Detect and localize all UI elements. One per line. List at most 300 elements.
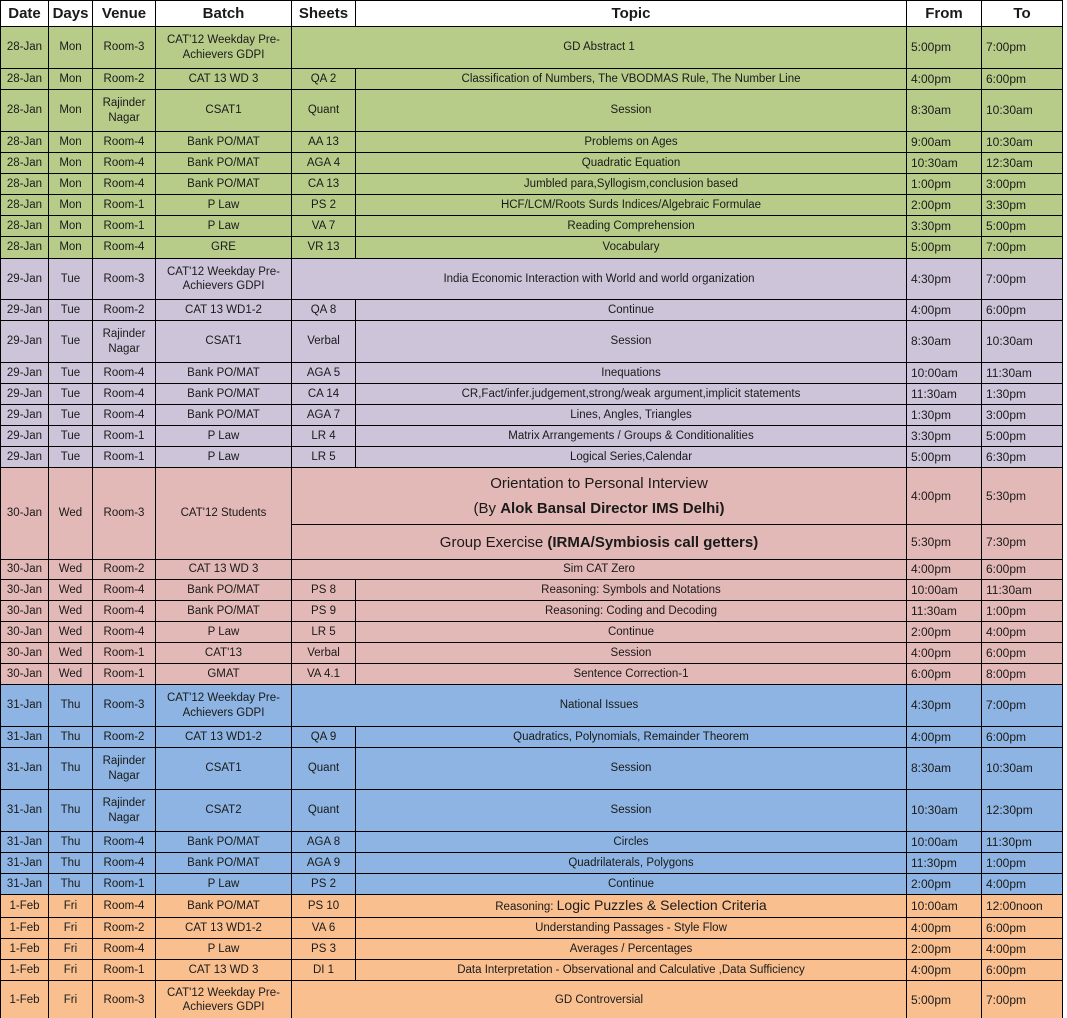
cell-day: Thu bbox=[49, 853, 93, 874]
table-row bbox=[1, 664, 1063, 685]
cell-from: 4:00pm bbox=[907, 643, 982, 664]
cell-day: Fri bbox=[49, 918, 93, 939]
cell-venue: Room-1 bbox=[93, 195, 156, 216]
cell-venue: Room-3 bbox=[93, 981, 156, 1018]
schedule-body bbox=[1, 27, 1063, 1018]
table-row bbox=[1, 560, 1063, 580]
cell-topic: Vocabulary bbox=[356, 237, 907, 259]
cell-sheet: PS 8 bbox=[292, 580, 356, 601]
cell-topic: Reasoning: Coding and Decoding bbox=[356, 601, 907, 622]
cell-from: 1:30pm bbox=[907, 405, 982, 426]
cell-day: Thu bbox=[49, 685, 93, 727]
cell-to: 6:00pm bbox=[982, 960, 1063, 981]
cell-day: Thu bbox=[49, 832, 93, 853]
cell-sheet: LR 5 bbox=[292, 447, 356, 468]
table-row bbox=[1, 300, 1063, 321]
cell-from: 4:00pm bbox=[907, 300, 982, 321]
cell-venue: Room-1 bbox=[93, 447, 156, 468]
cell-date: 31-Jan bbox=[1, 727, 49, 748]
table-row bbox=[1, 321, 1063, 363]
cell-from: 10:00am bbox=[907, 580, 982, 601]
cell-to: 7:30pm bbox=[982, 525, 1063, 560]
cell-batch: Bank PO/MAT bbox=[156, 832, 292, 853]
cell-date: 28-Jan bbox=[1, 90, 49, 132]
col-header-batch: Batch bbox=[156, 1, 292, 27]
cell-date: 28-Jan bbox=[1, 174, 49, 195]
cell-sheet: VR 13 bbox=[292, 237, 356, 259]
cell-batch: CSAT1 bbox=[156, 321, 292, 363]
cell-venue: Rajinder Nagar bbox=[93, 790, 156, 832]
table-row bbox=[1, 939, 1063, 960]
cell-to: 5:30pm bbox=[982, 468, 1063, 525]
topic-segment: (By bbox=[473, 500, 501, 517]
cell-sheet: PS 2 bbox=[292, 195, 356, 216]
cell-to: 10:30am bbox=[982, 748, 1063, 790]
cell-date: 28-Jan bbox=[1, 195, 49, 216]
cell-venue: Room-3 bbox=[93, 468, 156, 560]
cell-batch: CAT 13 WD 3 bbox=[156, 69, 292, 90]
cell-batch: Bank PO/MAT bbox=[156, 363, 292, 384]
cell-from: 4:00pm bbox=[907, 918, 982, 939]
cell-venue: Room-2 bbox=[93, 300, 156, 321]
cell-batch: Bank PO/MAT bbox=[156, 405, 292, 426]
cell-topic: Averages / Percentages bbox=[356, 939, 907, 960]
cell-sheet: Verbal bbox=[292, 643, 356, 664]
table-row bbox=[1, 748, 1063, 790]
table-row bbox=[1, 216, 1063, 237]
cell-day: Thu bbox=[49, 748, 93, 790]
cell-date: 31-Jan bbox=[1, 790, 49, 832]
cell-day: Tue bbox=[49, 405, 93, 426]
cell-venue: Room-1 bbox=[93, 874, 156, 895]
cell-to: 6:00pm bbox=[982, 727, 1063, 748]
cell-from: 4:30pm bbox=[907, 259, 982, 300]
table-row bbox=[1, 874, 1063, 895]
cell-day: Wed bbox=[49, 468, 93, 560]
cell-batch: Bank PO/MAT bbox=[156, 601, 292, 622]
table-row bbox=[1, 195, 1063, 216]
cell-sheet: AGA 9 bbox=[292, 853, 356, 874]
table-row bbox=[1, 685, 1063, 727]
table-row bbox=[1, 918, 1063, 939]
cell-day: Fri bbox=[49, 939, 93, 960]
cell-day: Tue bbox=[49, 300, 93, 321]
cell-from: 10:00am bbox=[907, 832, 982, 853]
cell-day: Mon bbox=[49, 195, 93, 216]
cell-topic: Sentence Correction-1 bbox=[356, 664, 907, 685]
cell-date: 28-Jan bbox=[1, 132, 49, 153]
cell-to: 4:00pm bbox=[982, 622, 1063, 643]
cell-date: 30-Jan bbox=[1, 664, 49, 685]
cell-batch: Bank PO/MAT bbox=[156, 384, 292, 405]
cell-venue: Room-4 bbox=[93, 405, 156, 426]
table-row bbox=[1, 447, 1063, 468]
cell-venue: Room-4 bbox=[93, 237, 156, 259]
table-row bbox=[1, 237, 1063, 259]
cell-sheet: AGA 4 bbox=[292, 153, 356, 174]
cell-venue: Room-2 bbox=[93, 918, 156, 939]
cell-topic: Data Interpretation - Observational and Calculative ,Data Sufficiency bbox=[356, 960, 907, 981]
table-row bbox=[1, 27, 1063, 69]
cell-from: 4:00pm bbox=[907, 727, 982, 748]
cell-sheet: PS 3 bbox=[292, 939, 356, 960]
cell-batch: CAT 13 WD 3 bbox=[156, 560, 292, 580]
cell-date: 1-Feb bbox=[1, 918, 49, 939]
cell-topic: Circles bbox=[356, 832, 907, 853]
cell-from: 1:00pm bbox=[907, 174, 982, 195]
cell-batch: Bank PO/MAT bbox=[156, 153, 292, 174]
cell-day: Tue bbox=[49, 384, 93, 405]
cell-day: Tue bbox=[49, 321, 93, 363]
cell-day: Thu bbox=[49, 874, 93, 895]
cell-to: 7:00pm bbox=[982, 237, 1063, 259]
cell-date: 31-Jan bbox=[1, 832, 49, 853]
cell-date: 31-Jan bbox=[1, 874, 49, 895]
cell-date: 1-Feb bbox=[1, 981, 49, 1018]
cell-from: 9:00am bbox=[907, 132, 982, 153]
cell-venue: Room-4 bbox=[93, 384, 156, 405]
cell-venue: Room-4 bbox=[93, 153, 156, 174]
cell-day: Mon bbox=[49, 174, 93, 195]
table-row bbox=[1, 832, 1063, 853]
cell-day: Mon bbox=[49, 153, 93, 174]
cell-venue: Room-1 bbox=[93, 664, 156, 685]
cell-sheet: Quant bbox=[292, 790, 356, 832]
cell-topic: CR,Fact/infer.judgement,strong/weak argument,implicit statements bbox=[356, 384, 907, 405]
cell-venue: Room-1 bbox=[93, 216, 156, 237]
cell-topic: Lines, Angles, Triangles bbox=[356, 405, 907, 426]
cell-day: Wed bbox=[49, 580, 93, 601]
cell-batch: CSAT1 bbox=[156, 748, 292, 790]
cell-day: Mon bbox=[49, 69, 93, 90]
cell-from: 5:00pm bbox=[907, 981, 982, 1018]
cell-from: 5:00pm bbox=[907, 237, 982, 259]
cell-topic: Reading Comprehension bbox=[356, 216, 907, 237]
cell-day: Wed bbox=[49, 622, 93, 643]
cell-from: 5:00pm bbox=[907, 447, 982, 468]
cell-from: 2:00pm bbox=[907, 622, 982, 643]
col-header-from: From bbox=[907, 1, 982, 27]
cell-topic: National Issues bbox=[292, 685, 907, 727]
cell-to: 1:00pm bbox=[982, 853, 1063, 874]
col-header-date: Date bbox=[1, 1, 49, 27]
cell-topic: Continue bbox=[356, 874, 907, 895]
cell-venue: Room-4 bbox=[93, 832, 156, 853]
cell-topic: Continue bbox=[356, 622, 907, 643]
cell-topic: Quadrilaterals, Polygons bbox=[356, 853, 907, 874]
cell-sheet: AGA 8 bbox=[292, 832, 356, 853]
cell-to: 5:00pm bbox=[982, 426, 1063, 447]
cell-to: 11:30am bbox=[982, 363, 1063, 384]
cell-sheet: Quant bbox=[292, 90, 356, 132]
cell-venue: Room-4 bbox=[93, 580, 156, 601]
cell-from: 10:30am bbox=[907, 790, 982, 832]
cell-date: 30-Jan bbox=[1, 580, 49, 601]
cell-to: 10:30am bbox=[982, 90, 1063, 132]
table-row bbox=[1, 363, 1063, 384]
cell-batch: P Law bbox=[156, 874, 292, 895]
table-row bbox=[1, 153, 1063, 174]
cell-date: 29-Jan bbox=[1, 405, 49, 426]
cell-batch: P Law bbox=[156, 939, 292, 960]
cell-from: 8:30am bbox=[907, 321, 982, 363]
col-header-to: To bbox=[982, 1, 1063, 27]
cell-to: 11:30am bbox=[982, 580, 1063, 601]
cell-sheet: QA 2 bbox=[292, 69, 356, 90]
cell-from: 4:00pm bbox=[907, 560, 982, 580]
cell-topic: GD Controversial bbox=[292, 981, 907, 1018]
cell-to: 7:00pm bbox=[982, 259, 1063, 300]
cell-from: 4:00pm bbox=[907, 468, 982, 525]
cell-topic: Logical Series,Calendar bbox=[356, 447, 907, 468]
cell-day: Mon bbox=[49, 132, 93, 153]
cell-from: 10:30am bbox=[907, 153, 982, 174]
cell-batch: CAT 13 WD1-2 bbox=[156, 918, 292, 939]
cell-topic: India Economic Interaction with World and world organization bbox=[292, 259, 907, 300]
cell-sheet: AA 13 bbox=[292, 132, 356, 153]
cell-day: Wed bbox=[49, 560, 93, 580]
cell-to: 7:00pm bbox=[982, 981, 1063, 1018]
cell-date: 30-Jan bbox=[1, 601, 49, 622]
table-row bbox=[1, 384, 1063, 405]
table-row bbox=[1, 960, 1063, 981]
cell-venue: Room-2 bbox=[93, 560, 156, 580]
cell-to: 7:00pm bbox=[982, 685, 1063, 727]
cell-batch: GMAT bbox=[156, 664, 292, 685]
cell-topic: Understanding Passages - Style Flow bbox=[356, 918, 907, 939]
table-row bbox=[1, 981, 1063, 1018]
cell-date: 1-Feb bbox=[1, 939, 49, 960]
cell-topic: Matrix Arrangements / Groups & Conditionalities bbox=[356, 426, 907, 447]
cell-venue: Room-4 bbox=[93, 174, 156, 195]
topic-segment: Logic Puzzles & Selection Criteria bbox=[556, 897, 767, 914]
table-row bbox=[1, 601, 1063, 622]
cell-topic: Problems on Ages bbox=[356, 132, 907, 153]
cell-topic: HCF/LCM/Roots Surds Indices/Algebraic Formulae bbox=[356, 195, 907, 216]
cell-venue: Room-4 bbox=[93, 939, 156, 960]
cell-batch: P Law bbox=[156, 426, 292, 447]
cell-day: Tue bbox=[49, 259, 93, 300]
cell-to: 6:00pm bbox=[982, 918, 1063, 939]
cell-date: 30-Jan bbox=[1, 560, 49, 580]
cell-batch: CAT 13 WD1-2 bbox=[156, 727, 292, 748]
cell-to: 6:00pm bbox=[982, 560, 1063, 580]
cell-batch: GRE bbox=[156, 237, 292, 259]
cell-topic: Session bbox=[356, 643, 907, 664]
cell-batch: P Law bbox=[156, 216, 292, 237]
cell-batch: P Law bbox=[156, 447, 292, 468]
cell-batch: CSAT1 bbox=[156, 90, 292, 132]
cell-date: 29-Jan bbox=[1, 426, 49, 447]
cell-to: 5:00pm bbox=[982, 216, 1063, 237]
cell-topic: Quadratics, Polynomials, Remainder Theorem bbox=[356, 727, 907, 748]
cell-to: 1:30pm bbox=[982, 384, 1063, 405]
cell-topic: Session bbox=[356, 790, 907, 832]
cell-from: 2:00pm bbox=[907, 939, 982, 960]
table-row bbox=[1, 622, 1063, 643]
cell-to: 12:30pm bbox=[982, 790, 1063, 832]
cell-topic: Classification of Numbers, The VBODMAS Rule, The Number Line bbox=[356, 69, 907, 90]
cell-sheet: QA 8 bbox=[292, 300, 356, 321]
cell-from: 4:00pm bbox=[907, 960, 982, 981]
table-row bbox=[1, 405, 1063, 426]
cell-from: 11:30pm bbox=[907, 853, 982, 874]
cell-day: Wed bbox=[49, 601, 93, 622]
cell-batch: CAT'12 Weekday Pre-Achievers GDPI bbox=[156, 259, 292, 300]
cell-from: 5:00pm bbox=[907, 27, 982, 69]
cell-batch: CAT 13 WD1-2 bbox=[156, 300, 292, 321]
cell-batch: Bank PO/MAT bbox=[156, 853, 292, 874]
cell-venue: Room-1 bbox=[93, 960, 156, 981]
cell-to: 10:30am bbox=[982, 132, 1063, 153]
topic-segment: Orientation to Personal Interview bbox=[490, 475, 708, 492]
cell-topic: Quadratic Equation bbox=[356, 153, 907, 174]
cell-sheet: VA 6 bbox=[292, 918, 356, 939]
cell-day: Mon bbox=[49, 90, 93, 132]
cell-sheet: PS 10 bbox=[292, 895, 356, 918]
table-row bbox=[1, 90, 1063, 132]
cell-batch: Bank PO/MAT bbox=[156, 580, 292, 601]
cell-day: Tue bbox=[49, 363, 93, 384]
cell-sheet: VA 7 bbox=[292, 216, 356, 237]
header-row bbox=[1, 1, 1063, 27]
cell-batch: CAT 13 WD 3 bbox=[156, 960, 292, 981]
cell-from: 3:30pm bbox=[907, 426, 982, 447]
cell-day: Wed bbox=[49, 664, 93, 685]
cell-to: 12:00noon bbox=[982, 895, 1063, 918]
cell-day: Mon bbox=[49, 216, 93, 237]
table-row bbox=[1, 853, 1063, 874]
cell-batch: P Law bbox=[156, 622, 292, 643]
cell-day: Thu bbox=[49, 790, 93, 832]
cell-from: 11:30am bbox=[907, 601, 982, 622]
topic-segment: Alok Bansal Director IMS Delhi) bbox=[500, 500, 725, 517]
cell-date: 31-Jan bbox=[1, 853, 49, 874]
cell-to: 11:30pm bbox=[982, 832, 1063, 853]
cell-from: 8:30am bbox=[907, 748, 982, 790]
cell-topic: Inequations bbox=[356, 363, 907, 384]
col-header-topic: Topic bbox=[356, 1, 907, 27]
cell-batch: CAT'12 Students bbox=[156, 468, 292, 560]
cell-day: Mon bbox=[49, 27, 93, 69]
cell-date: 28-Jan bbox=[1, 69, 49, 90]
cell-sheet: PS 9 bbox=[292, 601, 356, 622]
cell-sheet: CA 14 bbox=[292, 384, 356, 405]
cell-date: 28-Jan bbox=[1, 237, 49, 259]
cell-to: 1:00pm bbox=[982, 601, 1063, 622]
cell-day: Wed bbox=[49, 643, 93, 664]
cell-day: Fri bbox=[49, 981, 93, 1018]
cell-venue: Room-2 bbox=[93, 69, 156, 90]
cell-date: 29-Jan bbox=[1, 300, 49, 321]
cell-topic: Jumbled para,Syllogism,conclusion based bbox=[356, 174, 907, 195]
table-header bbox=[1, 1, 1063, 27]
cell-topic bbox=[292, 525, 907, 560]
table-row bbox=[1, 468, 1063, 525]
cell-venue: Room-4 bbox=[93, 601, 156, 622]
table-row bbox=[1, 895, 1063, 918]
cell-venue: Room-3 bbox=[93, 27, 156, 69]
cell-to: 3:00pm bbox=[982, 174, 1063, 195]
cell-date: 1-Feb bbox=[1, 960, 49, 981]
cell-venue: Rajinder Nagar bbox=[93, 90, 156, 132]
cell-sheet: AGA 7 bbox=[292, 405, 356, 426]
cell-date: 29-Jan bbox=[1, 384, 49, 405]
cell-batch: Bank PO/MAT bbox=[156, 132, 292, 153]
cell-venue: Room-2 bbox=[93, 727, 156, 748]
cell-batch: CAT'12 Weekday Pre-Achievers GDPI bbox=[156, 27, 292, 69]
table-row bbox=[1, 426, 1063, 447]
cell-to: 10:30am bbox=[982, 321, 1063, 363]
cell-venue: Rajinder Nagar bbox=[93, 748, 156, 790]
cell-sheet: AGA 5 bbox=[292, 363, 356, 384]
cell-topic bbox=[356, 895, 907, 918]
cell-topic: Sim CAT Zero bbox=[292, 560, 907, 580]
cell-sheet: QA 9 bbox=[292, 727, 356, 748]
cell-day: Fri bbox=[49, 960, 93, 981]
topic-segment: Group Exercise bbox=[439, 533, 548, 551]
cell-from: 6:00pm bbox=[907, 664, 982, 685]
cell-date: 31-Jan bbox=[1, 685, 49, 727]
cell-topic: Session bbox=[356, 748, 907, 790]
table-row bbox=[1, 132, 1063, 153]
cell-sheet: PS 2 bbox=[292, 874, 356, 895]
cell-to: 4:00pm bbox=[982, 874, 1063, 895]
cell-sheet: CA 13 bbox=[292, 174, 356, 195]
topic-segment: (IRMA/Symbiosis call getters) bbox=[547, 533, 759, 551]
cell-batch: CAT'12 Weekday Pre-Achievers GDPI bbox=[156, 685, 292, 727]
cell-date: 29-Jan bbox=[1, 447, 49, 468]
cell-venue: Room-1 bbox=[93, 426, 156, 447]
cell-date: 30-Jan bbox=[1, 622, 49, 643]
cell-from: 10:00am bbox=[907, 895, 982, 918]
cell-batch: CAT'12 Weekday Pre-Achievers GDPI bbox=[156, 981, 292, 1018]
cell-date: 28-Jan bbox=[1, 153, 49, 174]
cell-venue: Rajinder Nagar bbox=[93, 321, 156, 363]
cell-sheet: DI 1 bbox=[292, 960, 356, 981]
cell-batch: Bank PO/MAT bbox=[156, 895, 292, 918]
cell-day: Tue bbox=[49, 447, 93, 468]
cell-sheet: Verbal bbox=[292, 321, 356, 363]
table-row bbox=[1, 727, 1063, 748]
cell-from: 8:30am bbox=[907, 90, 982, 132]
cell-sheet: LR 4 bbox=[292, 426, 356, 447]
cell-batch: CAT'13 bbox=[156, 643, 292, 664]
cell-venue: Room-4 bbox=[93, 895, 156, 918]
cell-topic: Continue bbox=[356, 300, 907, 321]
cell-from: 2:00pm bbox=[907, 874, 982, 895]
table-row bbox=[1, 69, 1063, 90]
table-row bbox=[1, 580, 1063, 601]
cell-from: 5:30pm bbox=[907, 525, 982, 560]
col-header-days: Days bbox=[49, 1, 93, 27]
cell-from: 4:30pm bbox=[907, 685, 982, 727]
cell-to: 8:00pm bbox=[982, 664, 1063, 685]
cell-date: 28-Jan bbox=[1, 27, 49, 69]
table-row bbox=[1, 643, 1063, 664]
cell-sheet: LR 5 bbox=[292, 622, 356, 643]
cell-batch: P Law bbox=[156, 195, 292, 216]
cell-to: 6:00pm bbox=[982, 300, 1063, 321]
cell-venue: Room-4 bbox=[93, 622, 156, 643]
cell-from: 10:00am bbox=[907, 363, 982, 384]
cell-topic: Session bbox=[356, 90, 907, 132]
topic-segment: Reasoning: bbox=[495, 901, 557, 914]
col-header-sheets: Sheets bbox=[292, 1, 356, 27]
col-header-venue: Venue bbox=[93, 1, 156, 27]
cell-to: 7:00pm bbox=[982, 27, 1063, 69]
cell-date: 30-Jan bbox=[1, 643, 49, 664]
